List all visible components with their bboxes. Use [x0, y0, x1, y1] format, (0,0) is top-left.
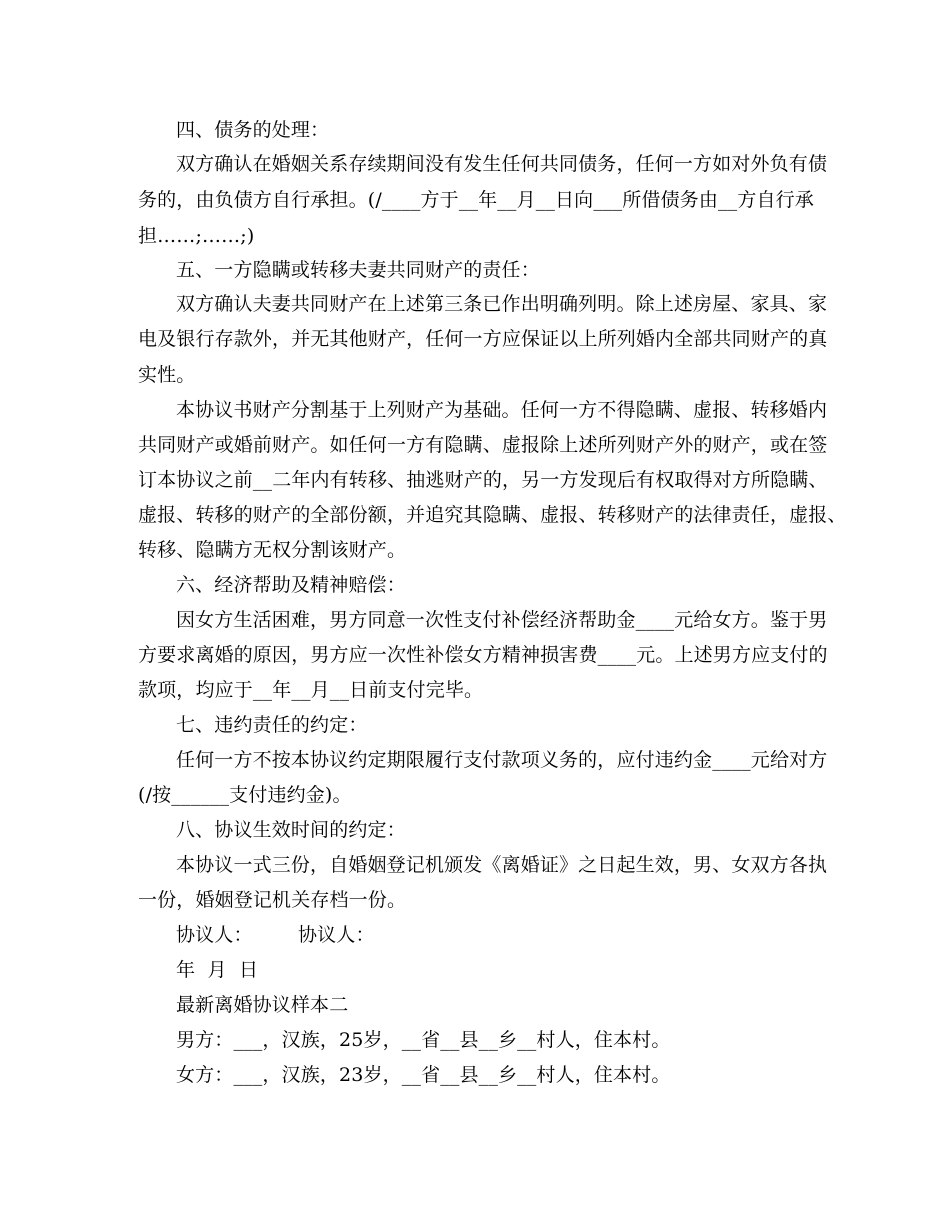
female-party-info: 女方：___，汉族，23岁，__省__县__乡__村人，住本村。	[176, 1064, 671, 1086]
section-5-text-line: 虚报、转移的财产的全部份额，并追究其隐瞒、虚报、转移财产的法律责任，虚报、	[138, 504, 847, 526]
section-8-text-line: 本协议一式三份，自婚姻登记机颁发《离婚证》之日起生效，男、女双方各执	[176, 854, 828, 876]
section-6-text-line: 款项，均应于__年__月__日前支付完毕。	[138, 679, 484, 701]
section-6-text-line: 方要求离婚的原因，男方应一次性补偿女方精神损害费____元。上述男方应支付的	[138, 644, 828, 666]
section-5-text-line: 双方确认夫妻共同财产在上述第三条已作出明确列明。除上述房屋、家具、家	[176, 293, 828, 315]
section-5-text-line: 转移、隐瞒方无权分割该财产。	[138, 539, 407, 561]
section-8-heading: 八、协议生效时间的约定：	[176, 819, 406, 841]
signature-date: 年 月 日	[176, 959, 259, 981]
male-party-info: 男方：___，汉族，25岁，__省__县__乡__村人，住本村。	[176, 1029, 671, 1051]
section-5-text-line: 本协议书财产分割基于上列财产为基础。任何一方不得隐瞒、虚报、转移婚内	[176, 399, 828, 421]
section-4-text-line: 双方确认在婚姻关系存续期间没有发生任何共同债务，任何一方如对外负有债	[176, 153, 828, 175]
section-5-text-line: 电及银行存款外，并无其他财产，任何一方应保证以上所列婚内全部共同财产的真	[138, 328, 828, 350]
section-5-text-line: 订本协议之前__二年内有转移、抽逃财产的，另一方发现后有权取得对方所隐瞒、	[138, 469, 828, 491]
section-4-heading: 四、债务的处理：	[176, 119, 330, 141]
section-7-text-line: (/按______支付违约金)。	[138, 784, 352, 806]
section-7-heading: 七、违约责任的约定：	[176, 714, 368, 736]
section-5-text-line: 共同财产或婚前财产。如任何一方有隐瞒、虚报除上述所列财产外的财产，或在签	[138, 434, 828, 456]
signature-party-left: 协议人：	[176, 924, 253, 946]
section-6-heading: 六、经济帮助及精神赔偿：	[176, 574, 406, 596]
section-5-text-line: 实性。	[138, 364, 196, 386]
section-4-text-line: 务的，由负债方自行承担。(/____方于__年__月__日向___所借债务由__方自行承	[138, 189, 814, 211]
section-5-heading: 五、一方隐瞒或转移夫妻共同财产的责任：	[176, 259, 540, 281]
section-6-text-line: 因女方生活困难，男方同意一次性支付补偿经济帮助金____元给女方。鉴于男	[176, 609, 828, 631]
section-7-text-line: 任何一方不按本协议约定期限履行支付款项义务的，应付违约金____元给对方	[176, 749, 828, 771]
signature-party-right: 协议人：	[298, 924, 375, 946]
section-4-text-line: 担……;……;)	[138, 225, 255, 247]
section-8-text-line: 一份，婚姻登记机关存档一份。	[138, 889, 407, 911]
sample-2-title: 最新离婚协议样本二	[176, 994, 349, 1016]
